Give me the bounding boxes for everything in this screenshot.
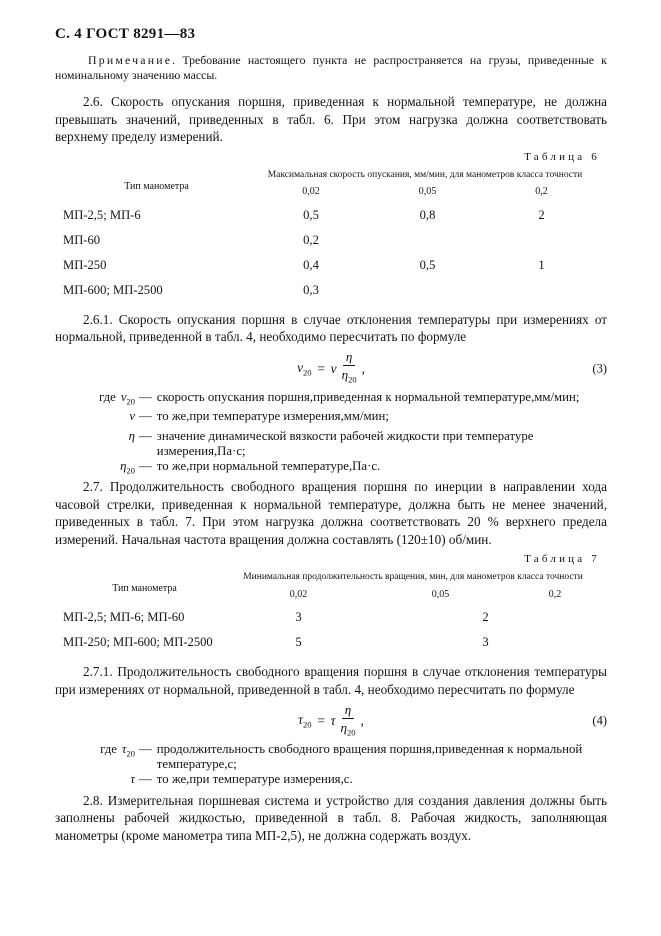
formula-4-number: (4) — [592, 713, 607, 728]
table-6-group-header: Максимальная скорость опускания, мм/мин, для манометров класса точности — [267, 169, 583, 180]
table-cell-value: 0,2 — [303, 232, 319, 247]
formula-4 — [55, 702, 607, 740]
table-7-group-header: Минимальная продолжительность вращения, мин, для манометров класса точности — [243, 572, 583, 583]
table-cell-type: МП-2,5; МП-6 — [63, 207, 141, 222]
table-7-class-02: 0,2 — [548, 588, 562, 600]
table-row — [63, 228, 600, 253]
formula-3-expression: $v_{20}$ = v $\frac{\eta}{\eta_{20}}$ , — [297, 349, 365, 385]
fraction: $\frac{\eta}{\eta_{20}}$ — [340, 701, 356, 738]
definition-item: v — то же,при температуре измерения,мм/мин; — [129, 409, 389, 424]
table-cell-type: МП-600; МП-2500 — [63, 282, 163, 297]
paragraph-2-7-1: 2.7.1. Продолжительность свободного вращения поршня в случае отклонения температуры при измерениях от нормальной, приведенной в табл. 4, необходимо пересчитать по формуле — [55, 664, 607, 697]
table-6-type-header: Тип манометра — [124, 180, 189, 192]
table-6-caption: Таблица 6 — [524, 150, 600, 163]
definition-item: $\eta_{20}$ — то же,при нормальной температуре,Па·с. — [120, 458, 381, 476]
table-cell-value: 3 — [295, 610, 302, 625]
note-text: Требование настоящего пункта не распространяется на грузы, приведенные к номинальному значению массы. — [55, 53, 607, 82]
table-7-caption: Таблица 7 — [524, 553, 600, 566]
table-row — [63, 630, 600, 655]
table-cell-value-merged: 0,5 — [419, 257, 436, 272]
definition-item: τ — то же,при температуре измерения,с. — [130, 772, 353, 787]
note-paragraph — [55, 53, 607, 83]
table-7 — [63, 572, 600, 655]
definition-item: где $\tau_{20}$ — продолжительность свободного вращения поршня,приведенная к нормальной температуре,с; — [100, 742, 583, 772]
table-cell-type: МП-250 — [63, 257, 107, 272]
table-cell-value: 0,3 — [303, 282, 319, 297]
paragraph-2-8: 2.8. Измерительная поршневая система и устройство для создания давления должны быть заполнены рабочей жидкостью, приведенной в табл. 8. Рабочая жидкость, заполняющая манометры (кроме манометра типа МП-2,5), не должна содержать воздух. — [55, 792, 607, 843]
table-row — [63, 605, 600, 630]
table-6-class-02: 0,2 — [535, 186, 548, 197]
formula-3-number: (3) — [592, 361, 607, 375]
table-cell-value: 5 — [295, 635, 302, 650]
definition-item: η — значение динамической вязкости рабочей жидкости при температуре измерения,Па·с; — [128, 428, 534, 458]
definition-item: где $v_{20}$ — скорость опускания поршня,приведенная к нормальной температуре,мм/мин; — [99, 389, 580, 407]
paragraph-2-6: 2.6. Скорость опускания поршня, приведенная к нормальной температуре, не должна превышать значений, приведенных в табл. 6. При этом нагрузка должна соответствовать верхнему пределу измерений. — [55, 94, 607, 144]
paragraph-2-6-1: 2.6.1. Скорость опускания поршня в случае отклонения температуры при измерениях от нормальной, приведенной в табл. 4, необходимо пересчитать по формуле — [55, 311, 607, 344]
page-header: С. 4 ГОСТ 8291—83 — [55, 26, 196, 42]
paragraph-2-7: 2.7. Продолжительность свободного вращения поршня по инерции в направлении хода часовой стрелки, приведенная к нормальной температуре, должна быть не менее значений, приведенных в табл. 7. При этом нагрузка должна соответствовать 20 % верхнего предела измерений. Начальная частота вращения должна составлять (120±10) об/мин. — [55, 479, 607, 547]
table-row — [63, 203, 600, 228]
table-7-class-002: 0,02 — [289, 588, 308, 600]
table-6 — [63, 170, 600, 303]
table-cell-value-merged: 1 — [538, 257, 545, 272]
table-cell-type: МП-250; МП-600; МП-2500 — [63, 635, 213, 650]
table-6-header-row — [63, 170, 600, 181]
table-6-class-005: 0,05 — [418, 186, 437, 197]
formula-4-definitions — [55, 742, 607, 792]
table-cell-value: 0,4 — [303, 257, 319, 272]
formula-3 — [55, 350, 607, 388]
table-cell-value: 0,8 — [419, 207, 436, 222]
formula-4-expression: $\tau_{20}$ = τ $\frac{\eta}{\eta_{20}}$ , — [298, 701, 364, 738]
fraction: $\frac{\eta}{\eta_{20}}$ — [341, 349, 357, 385]
table-cell-value-merged: 2 — [482, 610, 489, 625]
note-label: Примечание. — [88, 53, 178, 67]
table-cell-value-merged: 3 — [482, 635, 489, 650]
table-cell-type: МП-2,5; МП-6; МП-60 — [63, 610, 185, 625]
table-cell-value: 0,5 — [303, 207, 319, 222]
table-7-class-005: 0,05 — [431, 588, 450, 600]
table-cell-value: 2 — [538, 207, 545, 222]
table-6-class-002: 0,02 — [302, 186, 320, 197]
table-7-header-row — [63, 572, 600, 583]
formula-3-definitions — [55, 390, 607, 479]
table-7-type-header: Тип манометра — [112, 583, 177, 595]
table-cell-type: МП-60 — [63, 232, 101, 247]
